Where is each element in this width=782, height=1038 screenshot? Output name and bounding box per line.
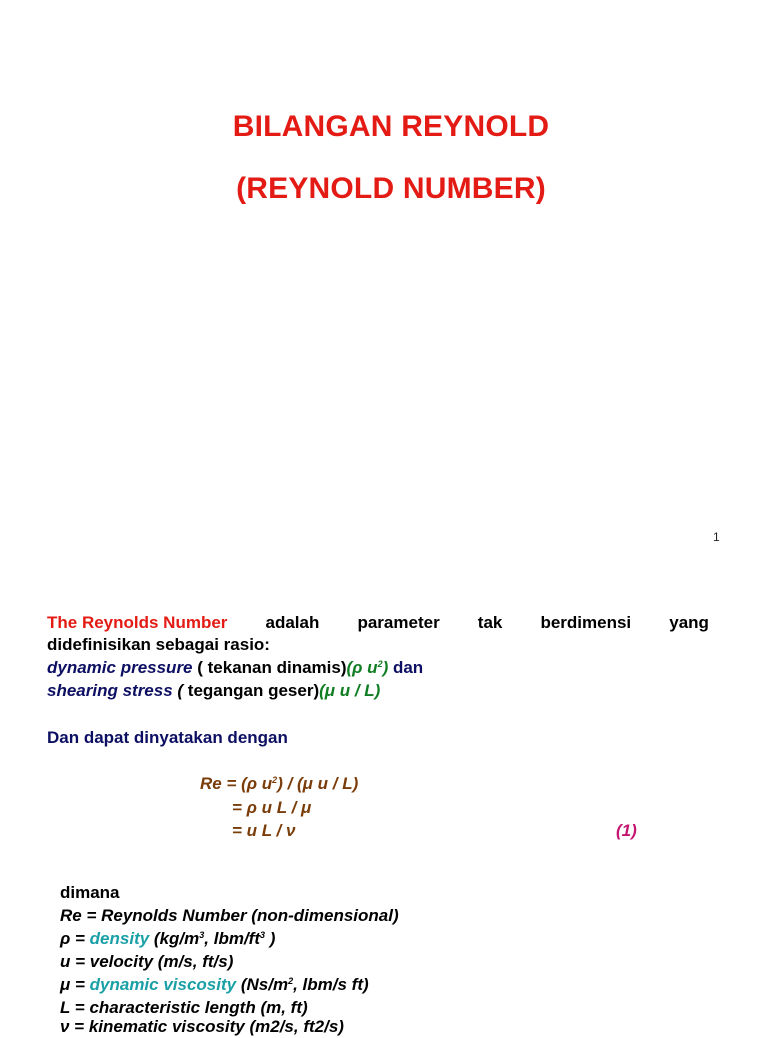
- rho-units-sup-2: 3: [260, 930, 266, 940]
- mu-units-b: , lbm/s ft): [293, 975, 369, 994]
- intro-line-1: [47, 612, 709, 634]
- rho-units-a: (kg/m: [149, 929, 200, 948]
- slide-title-line-1: BILANGAN REYNOLD: [232, 110, 550, 143]
- eq-line1-a: Re = (ρ u: [200, 774, 273, 793]
- shearing-stress-line: [47, 680, 380, 702]
- intro-word-2: parameter: [357, 613, 440, 632]
- shearing-stress-desc: tegangan geser): [187, 681, 320, 700]
- definition-rho: [60, 928, 275, 950]
- shearing-stress-open: (: [172, 681, 188, 700]
- equation-line-3: = u L / ν: [232, 821, 296, 840]
- rho-units-c: ): [265, 929, 276, 948]
- eq-line1-b: ) / (μ u / L): [277, 774, 359, 793]
- slide-number: 1: [713, 530, 720, 544]
- mu-symbol: μ =: [60, 975, 90, 994]
- definition-nu: ν = kinematic viscosity (m2/s, ft2/s): [60, 1017, 344, 1036]
- equation-line-2: = ρ u L / μ: [232, 798, 312, 817]
- shearing-stress-term: shearing stress: [47, 681, 173, 700]
- equation-number: (1): [616, 821, 637, 840]
- mu-term: dynamic viscosity: [89, 975, 237, 994]
- definition-nu-cut: [60, 1016, 400, 1036]
- mu-units-a: (Ns/m: [236, 975, 289, 994]
- rho-units-b: , lbm/ft: [204, 929, 260, 948]
- rho-term: density: [89, 929, 150, 948]
- lead-sentence: Dan dapat dinyatakan dengan: [47, 728, 288, 747]
- intro-word-4: berdimensi: [540, 613, 632, 632]
- definition-length: L = characteristic length (m, ft): [60, 998, 308, 1017]
- reynolds-term-text: The Reynolds Number: [47, 613, 228, 632]
- definition-u: u = velocity (m/s, ft/s): [60, 952, 234, 971]
- intro-line-2: didefinisikan sebagai rasio:: [47, 635, 270, 654]
- dp-formula-text: (ρ u: [346, 658, 378, 677]
- dp-formula-close: ): [382, 658, 389, 677]
- dan-word: dan: [388, 658, 424, 677]
- mu-units-sup: 2: [288, 976, 294, 986]
- equation-line-1: [200, 773, 358, 795]
- intro-word-3: tak: [477, 613, 503, 632]
- rho-units-sup-1: 3: [199, 930, 205, 940]
- rho-symbol: ρ =: [60, 929, 90, 948]
- dp-formula-sup: 2: [377, 659, 383, 669]
- dynamic-pressure-formula: [347, 658, 389, 677]
- reynolds-term: [47, 612, 227, 634]
- slide-title-line-2: (REYNOLD NUMBER): [236, 172, 546, 205]
- intro-word-5: yang: [669, 613, 709, 632]
- definition-re: Re = Reynolds Number (non-dimensional): [60, 906, 399, 925]
- dynamic-pressure-term: dynamic pressure: [47, 658, 193, 677]
- dynamic-pressure-line: [47, 657, 423, 679]
- shearing-stress-formula: (μ u / L): [319, 681, 381, 700]
- eq-line1-sup: 2: [272, 775, 278, 785]
- dynamic-pressure-desc: ( tekanan dinamis): [192, 658, 347, 677]
- definition-mu: [60, 974, 369, 996]
- intro-word-1: adalah: [265, 613, 320, 632]
- definitions-heading: dimana: [60, 883, 120, 902]
